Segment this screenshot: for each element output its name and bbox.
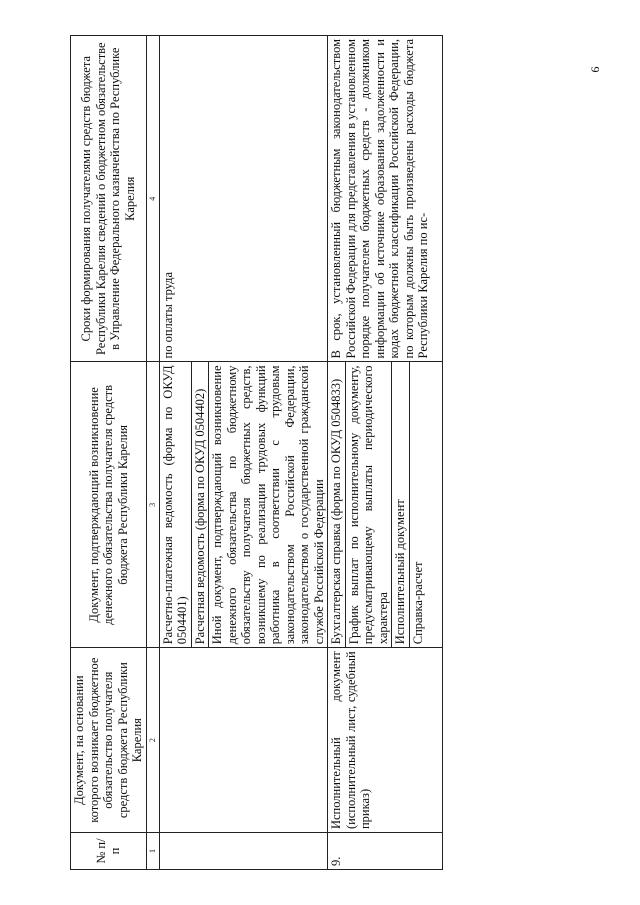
column-number: 2 <box>146 648 159 833</box>
column-number: 3 <box>146 362 159 648</box>
row-term: В срок, установленный бюджетным законодательством Российской Федерации для представления в установленном порядке получателем бюджетных средств - должником информации об источнике образования задолженности и кодах бюджетной классификации Российской Федерации, по которым должны быть произведены расходы бюджета Республики Карелия по ис- <box>328 36 443 362</box>
page-number: 9 <box>588 66 603 73</box>
row-confirm: Исполнительный документ <box>392 362 410 648</box>
row-confirm: График выплат по исполнительному документу, предусматривающему выплаты периодического характера <box>345 362 392 648</box>
row-confirm: Справка-расчет <box>409 362 442 648</box>
table-row <box>159 36 191 870</box>
obligations-table <box>70 35 443 870</box>
table-header-row <box>71 36 147 870</box>
row-term: по оплаты труда <box>159 36 328 362</box>
table-row <box>328 36 346 870</box>
header-confirm: Документ, подтверждающий возникновение денежного обязательства получателя средств бюджета Республики Карелия <box>71 362 147 648</box>
rotated-table-container <box>70 35 560 870</box>
row-confirm: Расчетная ведомость (форма по ОКУД 0504402) <box>191 362 209 648</box>
row-confirm: Иной документ, подтверждающий возникновение денежного обязательства по бюджетному обязательству получателя бюджетных средств, возникшему по реализации трудовых функций работника в соответствии с трудовым законодательством Российской Федерации, законодательством о государственной гражданской службе Российской Федерации <box>209 362 328 648</box>
header-term: Сроки формирования получателями средств бюджета Республики Карелия сведений о бюджетном обязательстве в Управление Федерального казначейства по Республике Карелия <box>71 36 147 362</box>
row-doc <box>159 648 328 833</box>
column-number: 4 <box>146 36 159 362</box>
header-num: № п/п <box>71 833 147 870</box>
row-doc: Исполнительный документ (исполнительный лист, судебный приказ) <box>328 648 443 833</box>
row-num: 9. <box>328 833 443 870</box>
row-confirm: Бухгалтерская справка (форма по ОКУД 0504833) <box>328 362 346 648</box>
column-number: 1 <box>146 833 159 870</box>
header-doc: Документ, на основании которого возникает бюджетное обязательство получателя средств бюджета Республики Карелия <box>71 648 147 833</box>
row-num <box>159 833 328 870</box>
column-numbers-row <box>146 36 159 870</box>
row-confirm: Расчетно-платежная ведомость (форма по ОКУД 0504401) <box>159 362 191 648</box>
